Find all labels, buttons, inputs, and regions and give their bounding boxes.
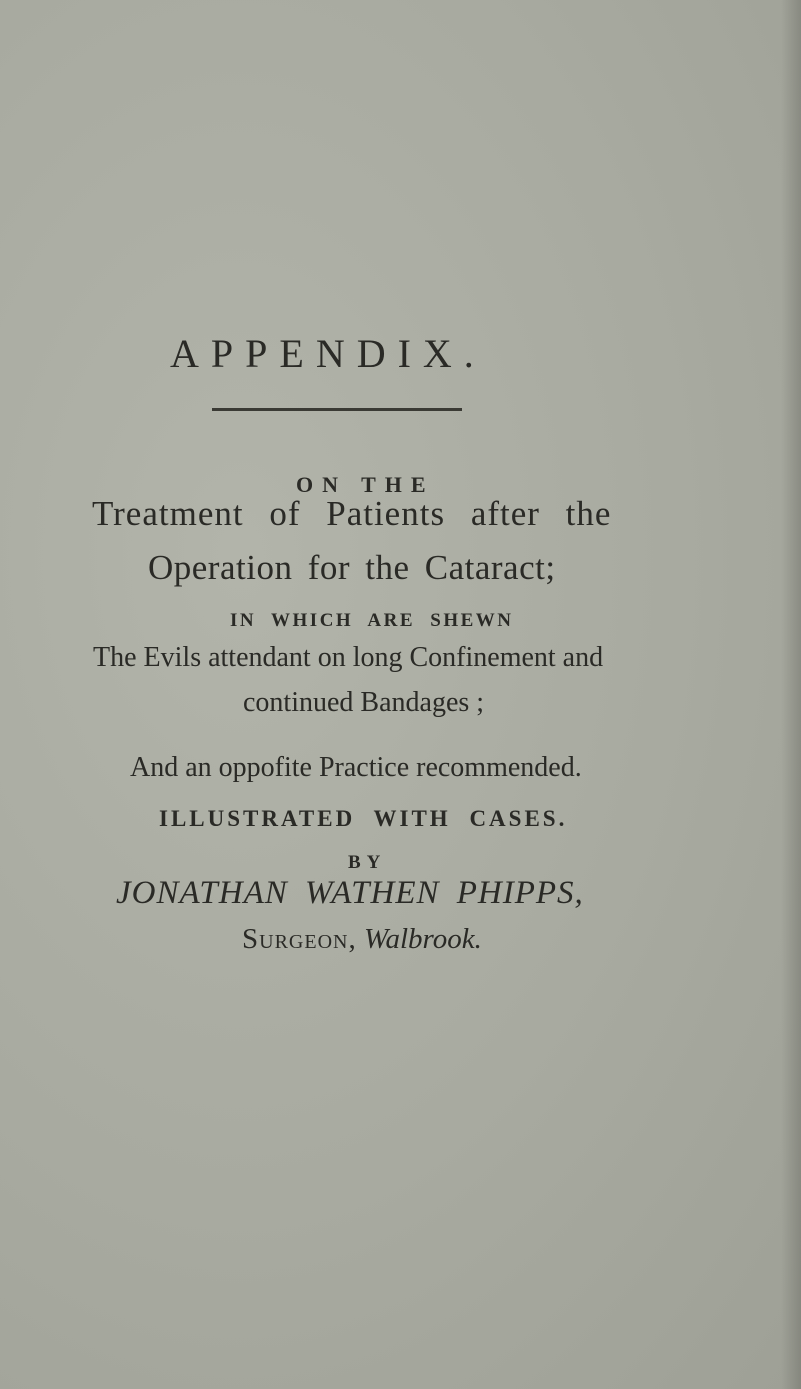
in-which-label: IN WHICH ARE SHEWN — [230, 610, 514, 631]
by-label: BY — [348, 852, 387, 873]
location-text: Walbrook. — [363, 923, 482, 955]
title-line-2: Operation for the Cataract; — [148, 548, 556, 587]
illustrated-label: ILLUSTRATED WITH CASES. — [159, 806, 568, 831]
page-edge-shadow — [781, 0, 801, 1389]
profession-text: Surgeon, — [242, 923, 357, 955]
decorative-rule — [212, 408, 462, 411]
subtitle-line-3: And an oppofite Practice recommended. — [130, 752, 582, 783]
title-line-1: Treatment of Patients after the — [92, 494, 612, 533]
on-the-label: ON THE — [296, 472, 435, 497]
subtitle-line-2: continued Bandages ; — [243, 687, 485, 718]
subtitle-line-1: The Evils attendant on long Confinement and — [93, 642, 604, 673]
author-name: JONATHAN WATHEN PHIPPS, — [116, 875, 584, 911]
appendix-heading: APPENDIX. — [170, 331, 486, 376]
author-profession — [242, 923, 482, 956]
